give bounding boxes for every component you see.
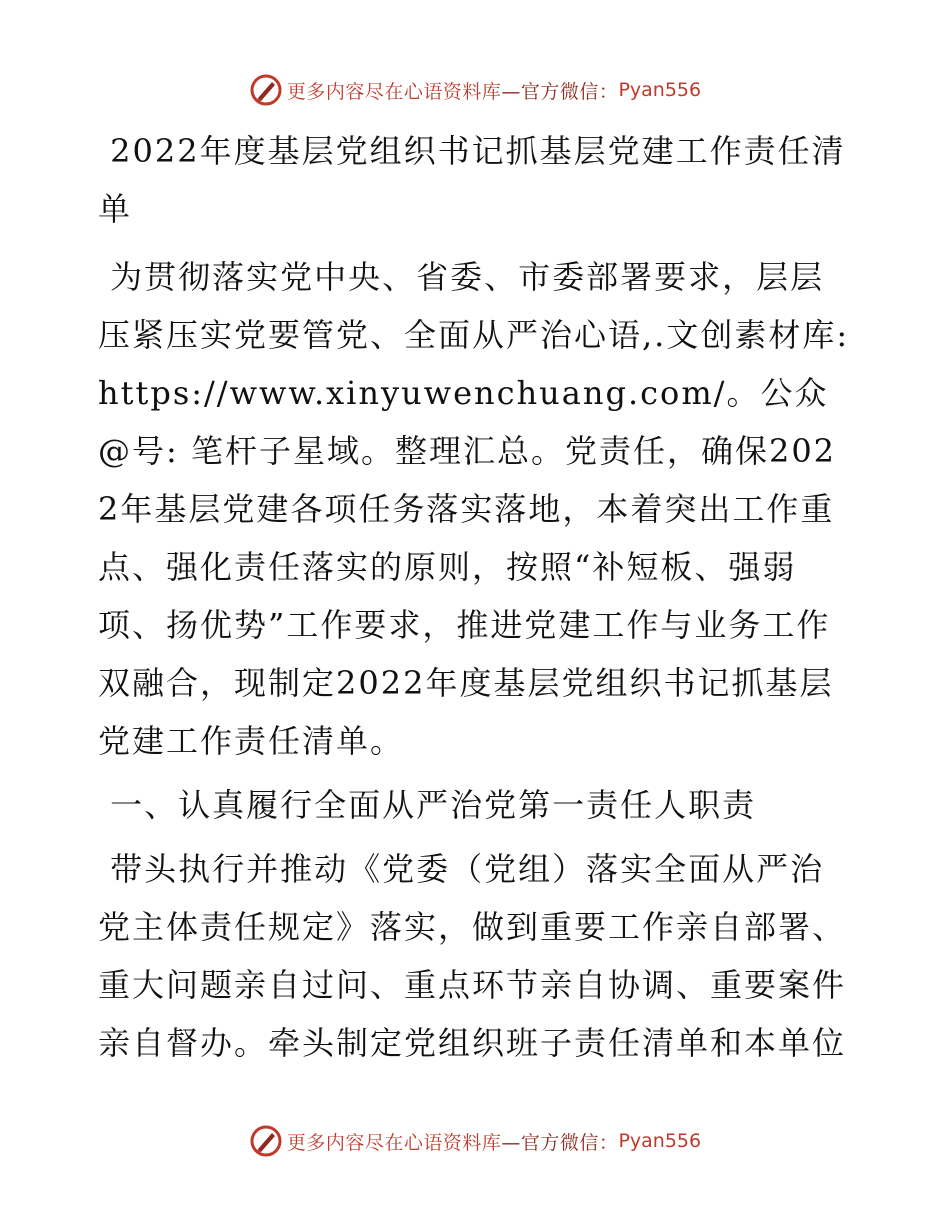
section-body-paragraph: 带头执行并推动《党委（党组）落实全面从严治党主体责任规定》落实，做到重要工作亲自部署、重大问题亲自过问、重点环节亲自协调、重要案件亲自督办。牵头制定党组织班子责任清单和本单位 [98, 850, 847, 1062]
pen-logo-icon [249, 1124, 283, 1158]
document-title: 2022年度基层党组织书记抓基层党建工作责任清单 [98, 132, 846, 228]
footer-watermark [0, 1121, 950, 1161]
watermark-text: 更多内容尽在心语资料库 [286, 1131, 502, 1154]
watermark-account: Pyan556 [618, 1130, 702, 1152]
watermark-text: 更多内容尽在心语资料库 [286, 80, 502, 103]
header-watermark [0, 70, 950, 110]
intro-paragraph: 为贯彻落实党中央、省委、市委部署要求，层层压紧压实党要管党、全面从严治心语,.文创素材库: https://www.xinyuwenchuang.com/。公众@号: 笔杆子星域。整理汇总。党责任，确保2022年基层党建各项任务落实落地，本着突出工作重点、强化责任落实的原则，按照“补短板、强弱项、扬优势”工作要求，推进党建工作与业务工作双融合，现制定2022年度基层党组织书记抓基层党建工作责任清单。 [98, 258, 862, 760]
pen-logo-icon [249, 73, 283, 107]
section-heading: 一、认真履行全面从严治党第一责任人职责 [98, 786, 757, 824]
watermark-separator: —官方微信： [501, 80, 619, 103]
document-body [98, 122, 862, 1072]
watermark-separator: —官方微信： [501, 1131, 619, 1154]
watermark-account: Pyan556 [618, 79, 702, 101]
